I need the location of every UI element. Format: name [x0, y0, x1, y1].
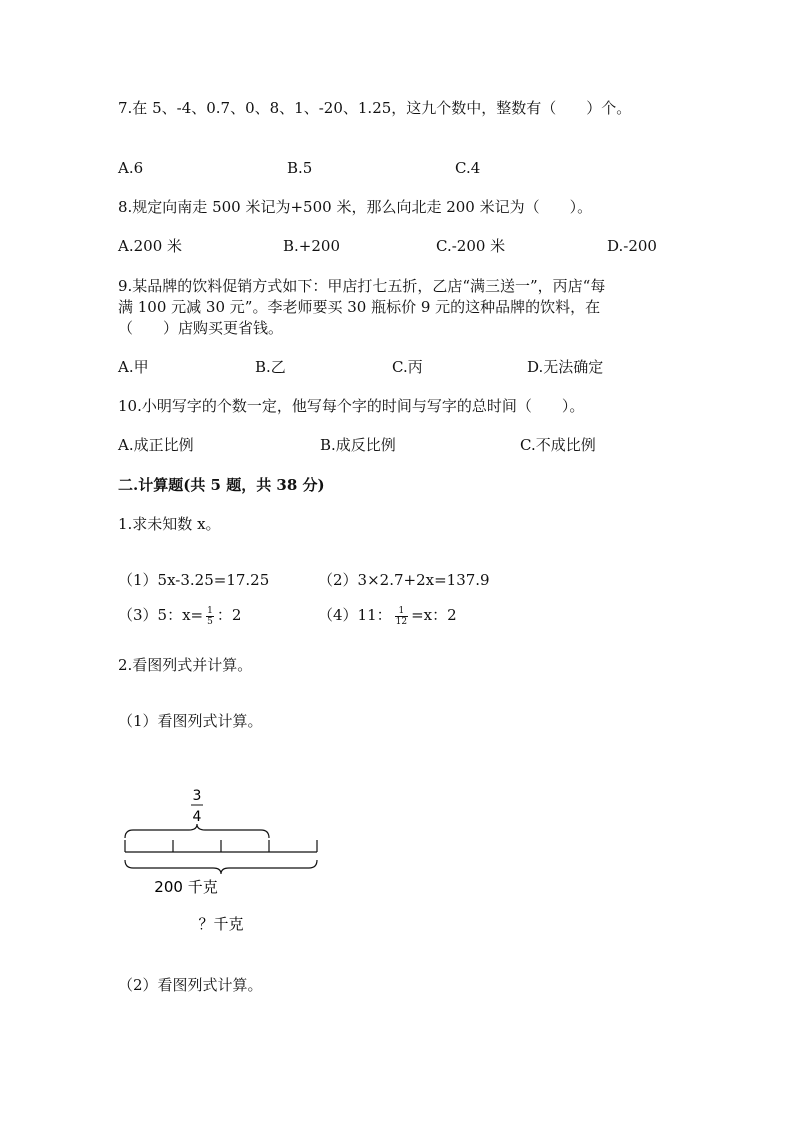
- equation-2: （2）3×2.7+2x=137.9: [318, 571, 490, 589]
- diagram-known-label: 200 千克: [154, 878, 218, 896]
- diagram-fraction-denominator: 4: [192, 809, 202, 825]
- bottom-brace: [125, 860, 317, 874]
- sub-problem-1-title: （1）看图列式计算。: [118, 712, 263, 730]
- q7-option-b[interactable]: B.5: [287, 159, 313, 177]
- q9-option-b[interactable]: B.乙: [255, 358, 286, 376]
- fraction-one-twelfth: $\frac{1}{12}$: [395, 605, 408, 627]
- diagram-unknown-label: ？千克: [198, 915, 244, 933]
- problem2-title: 2.看图列式并计算。: [118, 656, 253, 674]
- q8-option-c[interactable]: C.-200 米: [436, 237, 506, 255]
- fraction-one-fifth: $\frac{1}{5}$: [207, 605, 213, 627]
- q9-stem-line3: （ ）店购买更省钱。: [118, 319, 284, 337]
- q9-option-d[interactable]: D.无法确定: [527, 358, 604, 376]
- q10-option-b[interactable]: B.成反比例: [320, 436, 396, 454]
- equation-4: （4）11： $\frac{1}{12}$ =x：2: [318, 605, 457, 627]
- sub-problem-2-title: （2）看图列式计算。: [118, 976, 263, 994]
- equation-1: （1）5x-3.25=17.25: [118, 571, 270, 589]
- q10-stem: 10.小明写字的个数一定，他写每个字的时间与写字的总时间（ ）。: [118, 397, 585, 415]
- equation-3: （3）5：x= $\frac{1}{5}$ ：2: [118, 605, 242, 627]
- q8-option-d[interactable]: D.-200: [607, 237, 657, 255]
- problem1-title: 1.求未知数 x。: [118, 515, 221, 533]
- section-title: 二.计算题(共 5 题，共 38 分): [118, 476, 325, 494]
- q10-option-c[interactable]: C.不成比例: [520, 436, 596, 454]
- top-brace: [125, 824, 269, 838]
- q9-stem-line1: 9.某品牌的饮料促销方式如下：甲店打七五折，乙店“满三送一”，丙店“每: [118, 277, 606, 295]
- q9-option-a[interactable]: A.甲: [118, 358, 149, 376]
- q10-option-a[interactable]: A.成正比例: [118, 436, 194, 454]
- q8-stem: 8.规定向南走 500 米记为+500 米，那么向北走 200 米记为（ ）。: [118, 198, 593, 216]
- q7-stem: 7.在 5、-4、0.7、0、8、1、-20、1.25，这九个数中，整数有（ ）个。: [118, 99, 632, 117]
- diagram-ticks: [125, 840, 317, 852]
- q8-option-a[interactable]: A.200 米: [118, 237, 182, 255]
- q7-option-a[interactable]: A.6: [118, 159, 144, 177]
- bar-diagram: [110, 780, 340, 940]
- diagram-fraction-numerator: 3: [192, 788, 202, 804]
- q7-option-c[interactable]: C.4: [455, 159, 481, 177]
- q8-option-b[interactable]: B.+200: [283, 237, 340, 255]
- q9-option-c[interactable]: C.丙: [392, 358, 423, 376]
- q9-stem-line2: 满 100 元减 30 元”。李老师要买 30 瓶标价 9 元的这种品牌的饮料，在: [118, 298, 601, 316]
